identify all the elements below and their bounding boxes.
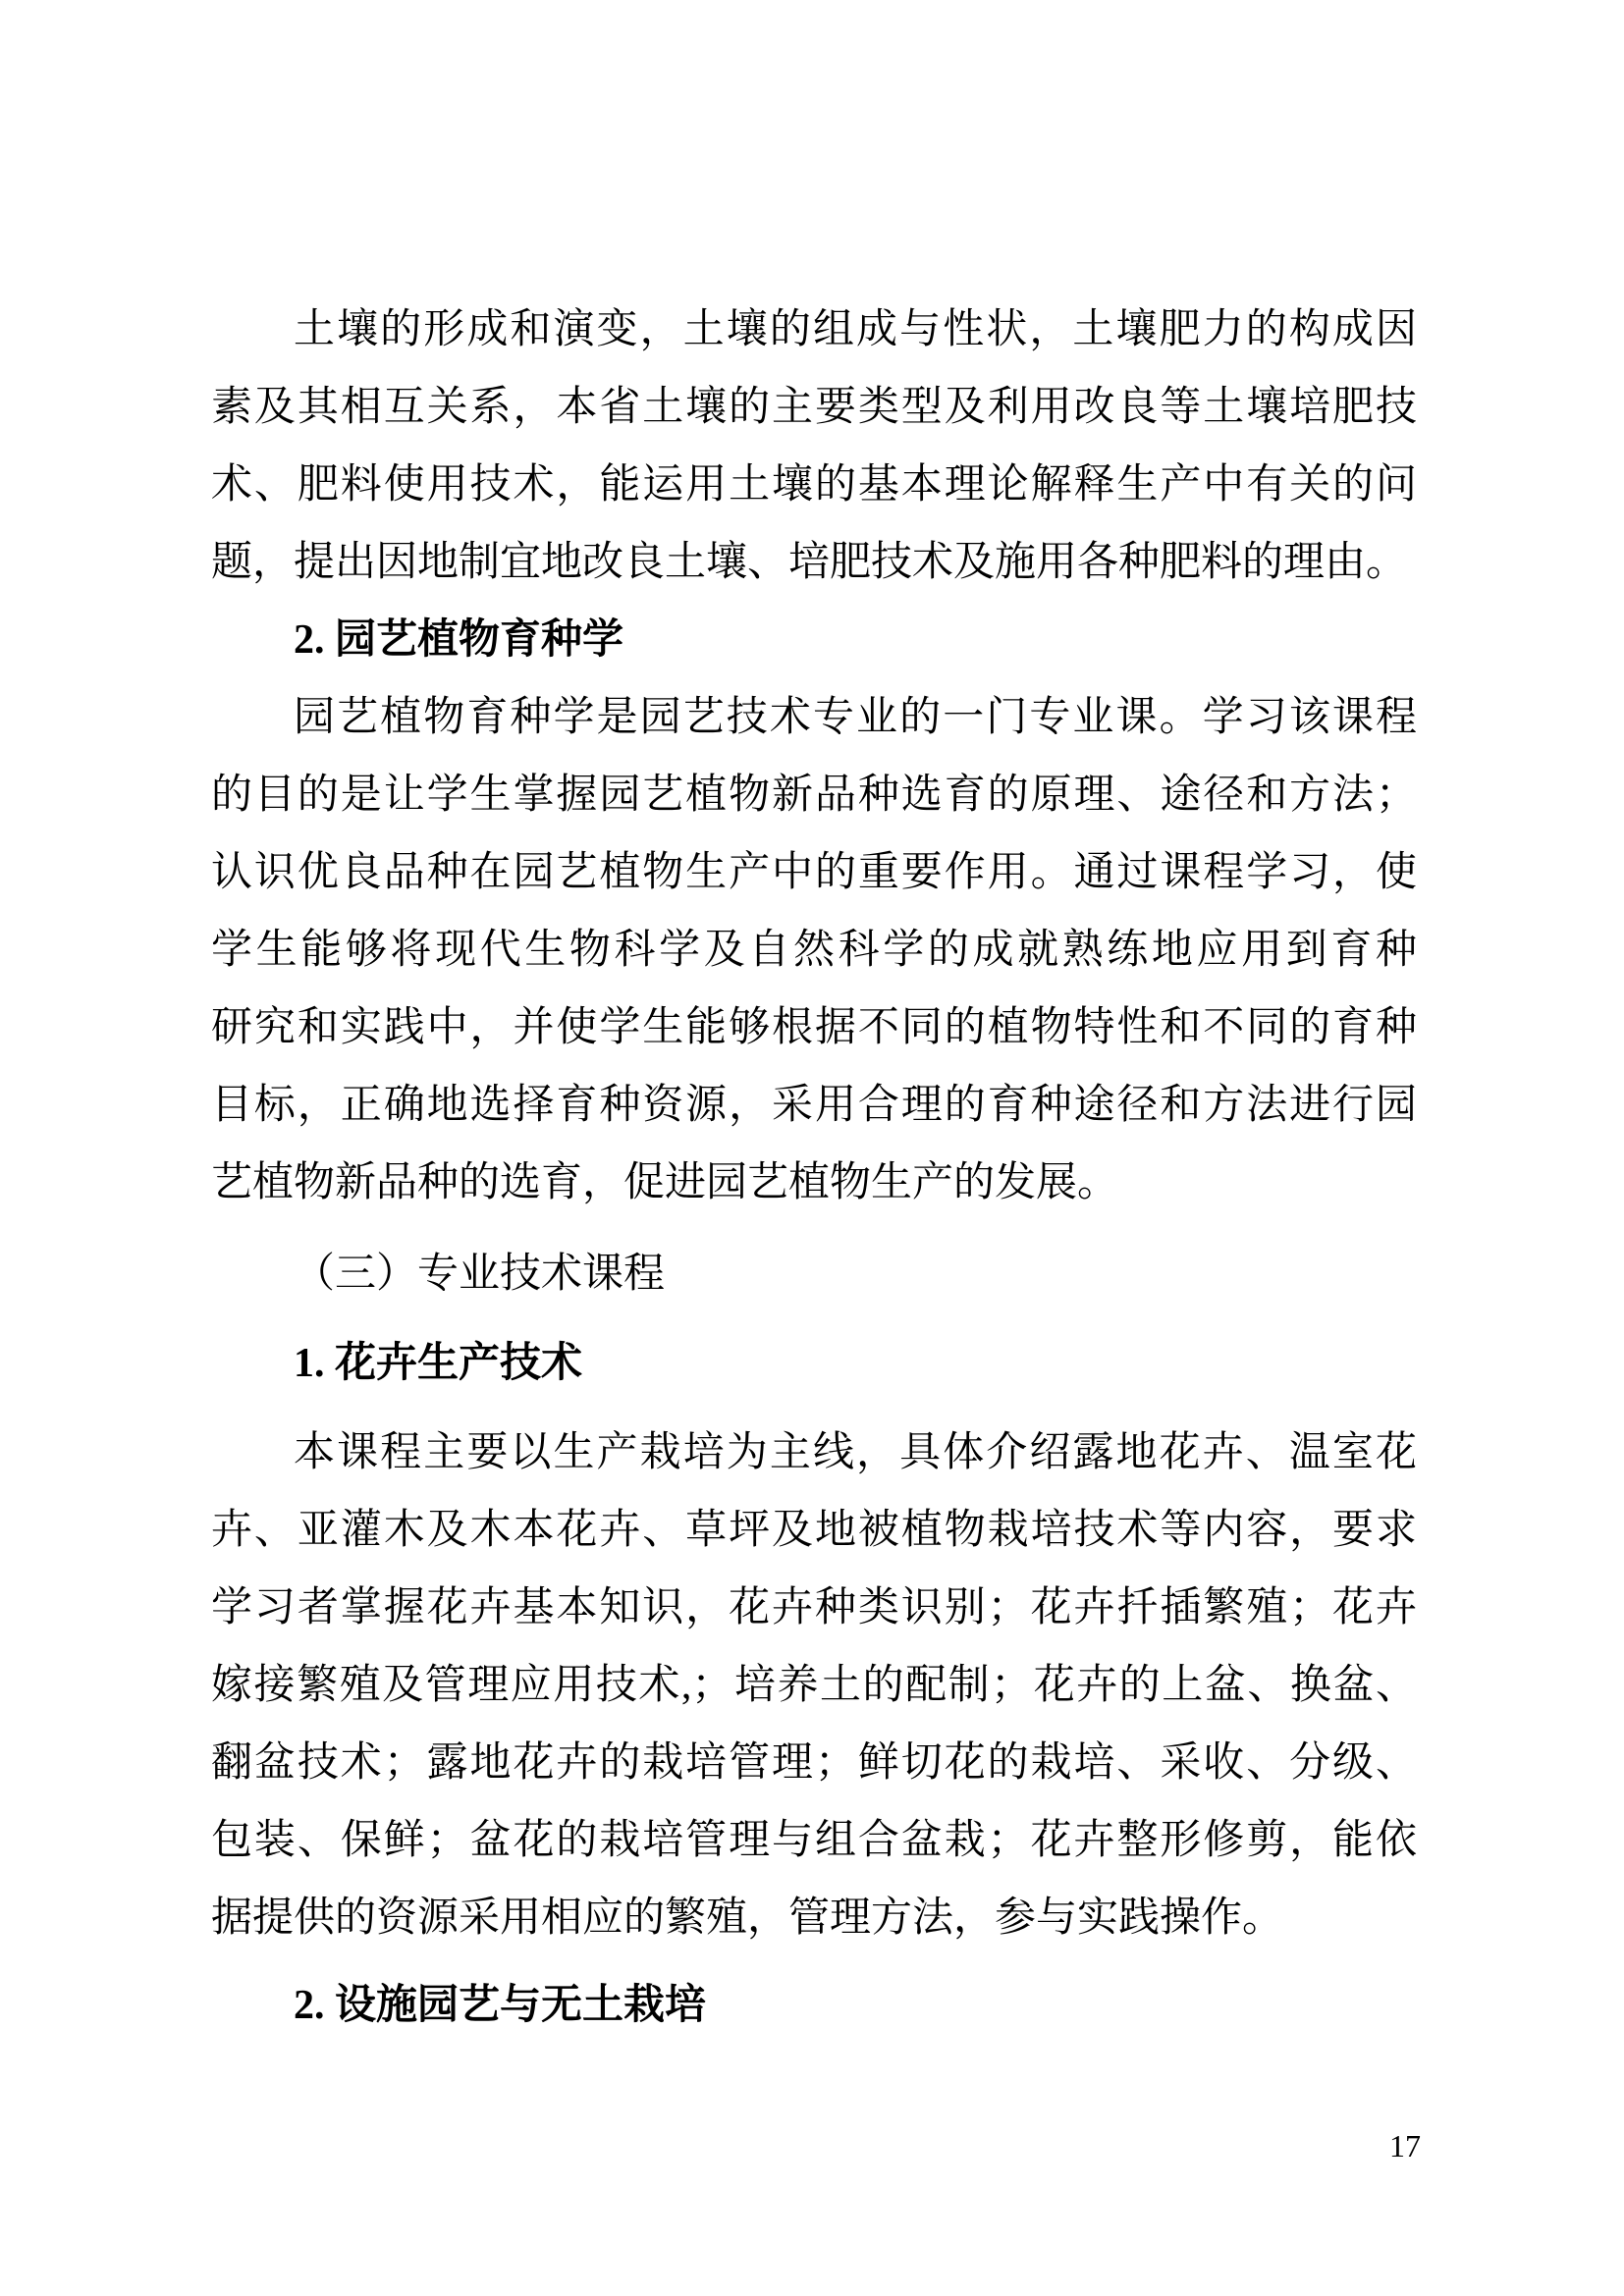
- paragraph-line: 本课程主要以生产栽培为主线，具体介绍露地花卉、温室花: [294, 1430, 1417, 1475]
- paragraph-line: 园艺植物育种学是园艺技术专业的一门专业课。学习该课程: [294, 695, 1417, 740]
- paragraph-line: 的目的是让学生掌握园艺植物新品种选育的原理、途径和方法；: [211, 773, 1417, 818]
- paragraph-line: 艺植物新品种的选育，促进园艺植物生产的发展。: [211, 1160, 1119, 1205]
- page-content: [211, 292, 1417, 2045]
- numbered-heading-facility: 2. 设施园艺与无土栽培: [294, 1983, 707, 2028]
- paragraph-line: 素及其相互关系，本省土壤的主要类型及利用改良等土壤培肥技: [211, 385, 1417, 430]
- page-number: 17: [1389, 2128, 1421, 2163]
- paragraph-line: 据提供的资源采用相应的繁殖，管理方法，参与实践操作。: [211, 1896, 1284, 1941]
- paragraph-line: 嫁接繁殖及管理应用技术,；培养土的配制；花卉的上盆、换盆、: [211, 1663, 1417, 1708]
- paragraph-line: 题，提出因地制宜地改良土壤、培肥技术及施用各种肥料的理由。: [211, 540, 1408, 585]
- numbered-heading-breeding: 2. 园艺植物育种学: [294, 617, 624, 663]
- paragraph-soil: [211, 292, 1417, 602]
- numbered-heading-flower: 1. 花卉生产技术: [294, 1341, 583, 1386]
- paragraph-line: 土壤的形成和演变，土壤的组成与性状，土壤肥力的构成因: [294, 307, 1417, 352]
- paragraph-line: 卉、亚灌木及木本花卉、草坪及地被植物栽培技术等内容，要求: [211, 1508, 1417, 1553]
- paragraph-line: 学习者掌握花卉基本知识，花卉种类识别；花卉扦插繁殖；花卉: [211, 1585, 1417, 1630]
- paragraph-breeding: [211, 679, 1417, 1222]
- paragraph-line: 包装、保鲜；盆花的栽培管理与组合盆栽；花卉整形修剪，能依: [211, 1818, 1417, 1863]
- paragraph-line: 目标，正确地选择育种资源，采用合理的育种途径和方法进行园: [211, 1083, 1417, 1128]
- paragraph-line: 学生能够将现代生物科学及自然科学的成就熟练地应用到育种: [211, 928, 1417, 973]
- paragraph-line: 研究和实践中，并使学生能够根据不同的植物特性和不同的育种: [211, 1005, 1417, 1050]
- paragraph-flower: [211, 1415, 1417, 1957]
- paragraph-line: 翻盆技术；露地花卉的栽培管理；鲜切花的栽培、采收、分级、: [211, 1740, 1417, 1786]
- paragraph-line: 认识优良品种在园艺植物生产中的重要作用。通过课程学习，使: [211, 850, 1417, 895]
- paragraph-line: 术、肥料使用技术，能运用土壤的基本理论解释生产中有关的问: [211, 462, 1417, 507]
- subsection-heading: （三）专业技术课程: [294, 1252, 666, 1297]
